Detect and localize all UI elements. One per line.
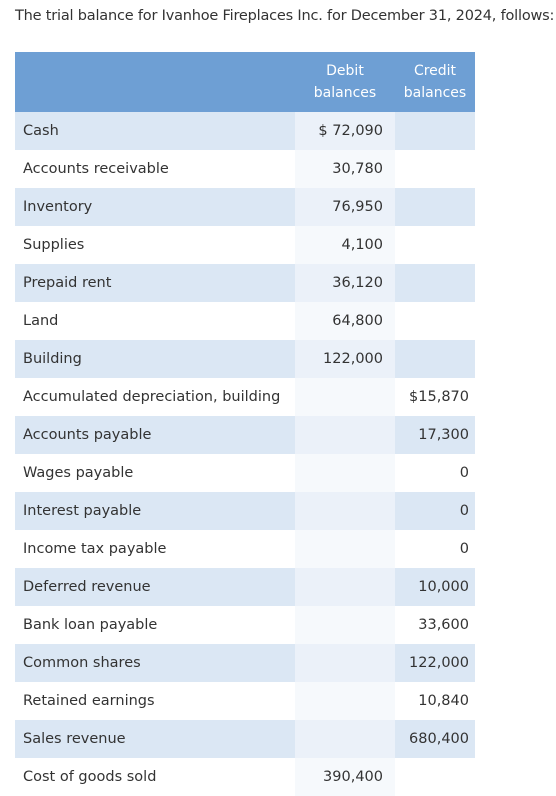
debit-cell: 122,000 [295, 340, 395, 378]
credit-cell: 0 [395, 492, 475, 530]
table-row [15, 150, 475, 188]
credit-cell [395, 112, 475, 150]
account-cell: Income tax payable [15, 530, 295, 568]
table-row [15, 530, 475, 568]
table-row [15, 644, 475, 682]
account-cell: Common shares [15, 644, 295, 682]
account-cell: Supplies [15, 226, 295, 264]
table-row [15, 302, 475, 340]
account-cell: Cash [15, 112, 295, 150]
account-cell: Prepaid rent [15, 264, 295, 302]
table-row [15, 606, 475, 644]
credit-cell [395, 226, 475, 264]
credit-header-line-2: balances [403, 85, 467, 101]
account-cell: Accounts payable [15, 416, 295, 454]
table-row [15, 264, 475, 302]
debit-cell: 36,120 [295, 264, 395, 302]
credit-cell: 0 [395, 454, 475, 492]
debit-cell [295, 720, 395, 758]
debit-cell: 4,100 [295, 226, 395, 264]
debit-cell: 390,400 [295, 758, 395, 796]
credit-cell: 33,600 [395, 606, 475, 644]
credit-cell: 10,000 [395, 568, 475, 606]
table-row [15, 758, 475, 796]
credit-cell [395, 758, 475, 796]
credit-cell [395, 188, 475, 226]
credit-cell: 680,400 [395, 720, 475, 758]
credit-cell [395, 302, 475, 340]
credit-header-line-1: Credit [413, 63, 457, 79]
trial-balance-table [15, 52, 475, 796]
account-cell: Building [15, 340, 295, 378]
table-row [15, 340, 475, 378]
table-row [15, 416, 475, 454]
credit-cell: $15,870 [395, 378, 475, 416]
account-cell: Bank loan payable [15, 606, 295, 644]
table-row [15, 720, 475, 758]
debit-header-line-2: balances [313, 85, 377, 101]
debit-cell [295, 644, 395, 682]
account-cell: Land [15, 302, 295, 340]
credit-column-header [395, 52, 475, 112]
intro-text: The trial balance for Ivanhoe Fireplaces Inc. for December 31, 2024, follows: [15, 8, 555, 24]
table-row [15, 454, 475, 492]
account-cell: Inventory [15, 188, 295, 226]
debit-header-line-1: Debit [326, 63, 364, 79]
account-cell: Wages payable [15, 454, 295, 492]
debit-column-header [295, 52, 395, 112]
debit-cell: $ 72,090 [295, 112, 395, 150]
table-row [15, 568, 475, 606]
debit-cell: 64,800 [295, 302, 395, 340]
account-cell: Sales revenue [15, 720, 295, 758]
account-cell: Accounts receivable [15, 150, 295, 188]
credit-cell [395, 340, 475, 378]
credit-cell: 17,300 [395, 416, 475, 454]
table-row [15, 492, 475, 530]
table-row [15, 226, 475, 264]
account-cell: Retained earnings [15, 682, 295, 720]
debit-cell [295, 530, 395, 568]
account-cell: Cost of goods sold [15, 758, 295, 796]
table-header-row [15, 52, 475, 112]
debit-cell [295, 568, 395, 606]
account-column-header [15, 52, 295, 112]
table-body [15, 112, 475, 796]
debit-cell [295, 682, 395, 720]
table-row [15, 112, 475, 150]
account-cell: Accumulated depreciation, building [15, 378, 295, 416]
debit-cell [295, 454, 395, 492]
table-row [15, 378, 475, 416]
account-cell: Interest payable [15, 492, 295, 530]
debit-cell: 30,780 [295, 150, 395, 188]
debit-cell: 76,950 [295, 188, 395, 226]
table-row [15, 188, 475, 226]
credit-cell: 0 [395, 530, 475, 568]
debit-cell [295, 378, 395, 416]
credit-cell [395, 264, 475, 302]
table-row [15, 682, 475, 720]
debit-cell [295, 492, 395, 530]
credit-cell: 122,000 [395, 644, 475, 682]
debit-cell [295, 416, 395, 454]
debit-cell [295, 606, 395, 644]
credit-cell [395, 150, 475, 188]
credit-cell: 10,840 [395, 682, 475, 720]
account-cell: Deferred revenue [15, 568, 295, 606]
